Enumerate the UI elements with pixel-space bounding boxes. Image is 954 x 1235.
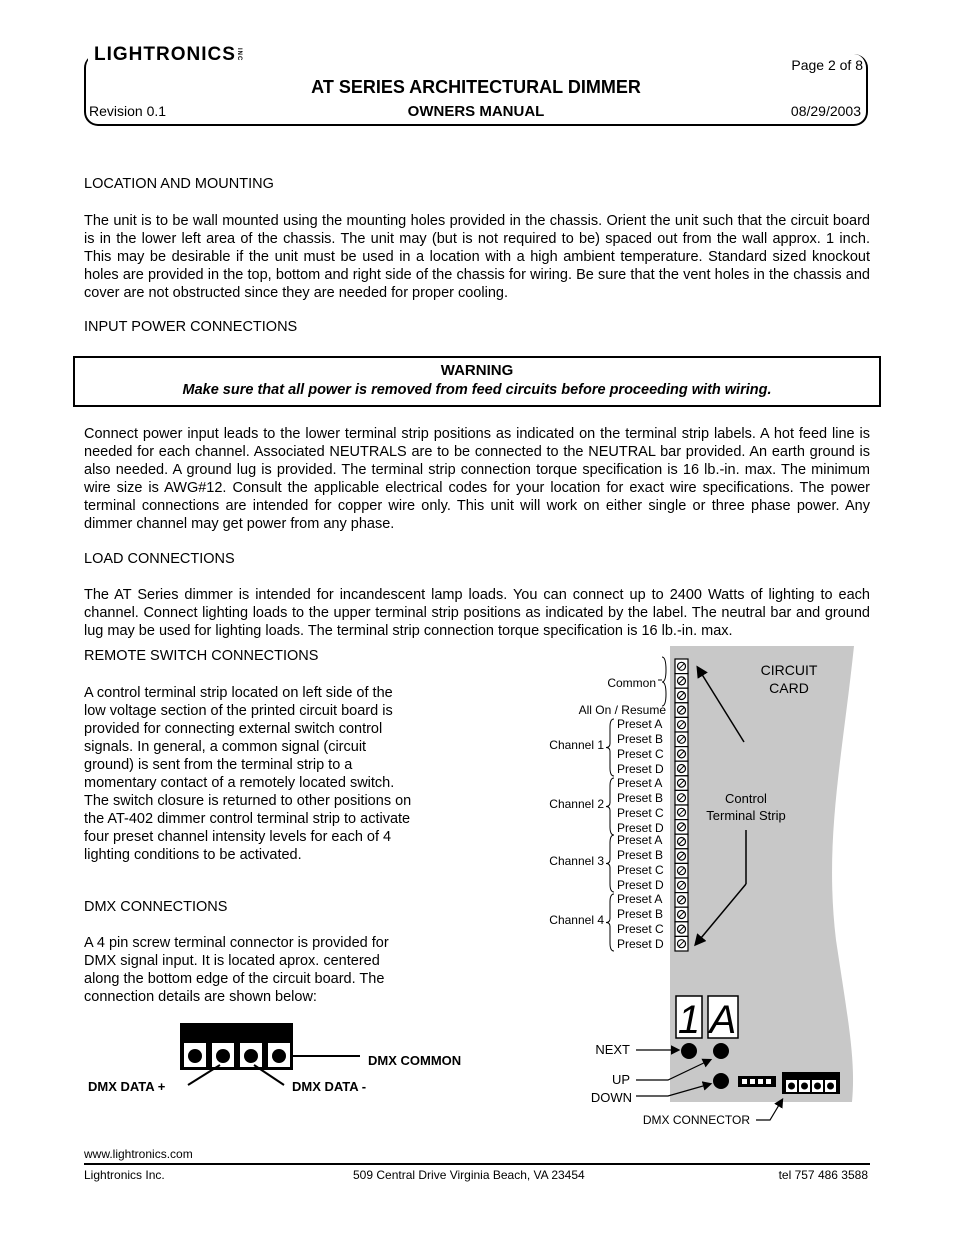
small-connector-pin-3 xyxy=(758,1079,763,1084)
dmx-connector-label: DMX CONNECTOR xyxy=(642,1113,750,1127)
dmx-paragraph: A 4 pin screw terminal connector is provided for DMX signal input. It is located aprox. centered along the bottom edge of the circuit board. The connection details are shown below: xyxy=(84,935,389,1005)
up-label: UP xyxy=(611,1072,630,1087)
footer-url[interactable]: www.lightronics.com xyxy=(84,1147,193,1161)
preset-label: Preset A xyxy=(617,833,663,847)
dmx-board-pin-4 xyxy=(827,1083,834,1090)
company-logo xyxy=(88,44,248,66)
footer-company: Lightronics Inc. xyxy=(84,1168,165,1182)
dmx-connector-arrow xyxy=(756,1100,782,1120)
dmx-pin-1 xyxy=(188,1049,202,1063)
preset-label: Preset D xyxy=(617,878,664,892)
terminal-strip-label-1: Control xyxy=(725,791,767,806)
footer-address: 509 Central Drive Virginia Beach, VA 23454 xyxy=(353,1168,585,1182)
channel-label: Channel 3 xyxy=(549,854,604,868)
circuit-card-label-2: CARD xyxy=(769,680,809,696)
preset-label: Preset B xyxy=(617,791,664,805)
common-brace xyxy=(658,657,666,706)
load-heading: LOAD CONNECTIONS xyxy=(84,551,235,567)
footer-divider xyxy=(84,1163,870,1165)
dmx-connector-diagram xyxy=(84,1015,504,1105)
channel-brace xyxy=(606,778,614,835)
circuit-card-diagram xyxy=(540,640,870,1140)
preset-label: Preset B xyxy=(617,907,664,921)
dmx-pin-3 xyxy=(244,1049,258,1063)
dmx-heading: DMX CONNECTIONS xyxy=(84,899,228,915)
preset-label: Preset D xyxy=(617,937,664,951)
all-on-label: All On / Resume xyxy=(578,703,666,717)
remote-heading: REMOTE SWITCH CONNECTIONS xyxy=(84,648,319,664)
location-paragraph: The unit is to be wall mounted using the mounting holes provided in the chassis. Orient the unit such that the circuit board is in the lower left area of the chassis. The unit may (but is not required to be) spaced out from the wall approx. 1 inch. This may be desirable if the unit must be used in a location with a high ambient temperature. Standard sized knockout holes are provided in the top, bottom and right side of the chassis for wiring. Be sure that the vent holes in the chassis and cover are not obstructed since they are needed for proper cooling. xyxy=(84,213,870,301)
dmx-board-pin-1 xyxy=(788,1083,795,1090)
control-terminal-strip xyxy=(675,659,688,951)
dmx-board-pin-2 xyxy=(801,1083,808,1090)
document-subtitle: OWNERS MANUAL xyxy=(407,103,545,120)
next-label: NEXT xyxy=(595,1042,630,1057)
channel-brace xyxy=(606,835,614,892)
channel-groups xyxy=(549,717,664,951)
input-power-paragraph: Connect power input leads to the lower terminal strip positions as indicated on the terminal strip labels. A hot feed line is needed for each channel. Associated NEUTRALS are to be connected to the NEUTRAL bar provided. An earth ground is also needed. A ground lug is provided. The terminal strip connection torque specification is 16 lb.-in. max. The minimum wire size is AWG#12. Consult the applicable electrical codes for your location for exact wire specifications. The power terminal connections are intended for copper wire only. This unit will work on either single or three phase power. Any dimmer channel may get power from any phase. xyxy=(84,426,870,532)
preset-label: Preset A xyxy=(617,776,663,790)
small-connector-pin-4 xyxy=(766,1079,771,1084)
display-char-1: 1 xyxy=(677,998,701,1042)
channel-label: Channel 4 xyxy=(549,913,604,927)
warning-box xyxy=(73,356,881,407)
warning-title: WARNING xyxy=(440,362,514,379)
circuit-card-label-1: CIRCUIT xyxy=(760,662,818,678)
footer-phone: tel 757 486 3588 xyxy=(778,1168,868,1182)
revision: Revision 0.1 xyxy=(89,103,167,119)
page-number: Page 2 of 8 xyxy=(791,57,863,73)
warning-text: Make sure that all power is removed from feed circuits before proceeding with wiring. xyxy=(182,382,772,398)
preset-label: Preset C xyxy=(617,806,664,820)
dmx-data-minus-label: DMX DATA - xyxy=(292,1079,367,1094)
channel-brace xyxy=(606,894,614,951)
preset-label: Preset B xyxy=(617,848,664,862)
preset-label: Preset A xyxy=(617,892,663,906)
small-connector-pin-1 xyxy=(742,1079,747,1084)
down-button[interactable] xyxy=(713,1073,729,1089)
logo-inc: INC xyxy=(235,48,242,62)
preset-label: Preset C xyxy=(617,863,664,877)
dmx-data-plus-label: DMX DATA + xyxy=(88,1079,166,1094)
input-power-heading: INPUT POWER CONNECTIONS xyxy=(84,319,298,335)
dmx-board-pin-3 xyxy=(814,1083,821,1090)
up-button[interactable] xyxy=(713,1043,729,1059)
dmx-pin-2 xyxy=(216,1049,230,1063)
channel-label: Channel 1 xyxy=(549,738,604,752)
channel-brace xyxy=(606,719,614,776)
load-paragraph: The AT Series dimmer is intended for incandescent lamp loads. You can connect up to 2400 Watts of lighting to each channel. Connect lighting loads to the upper terminal strip positions as indicated by the label. The neutral bar and ground lug may be used for lighting loads. The terminal strip connection torque specification is 16 lb.-in. max. xyxy=(84,587,870,639)
dmx-common-label: DMX COMMON xyxy=(368,1053,462,1068)
logo-text: LIGHTRONICS xyxy=(94,44,236,65)
channel-label: Channel 2 xyxy=(549,797,604,811)
down-label: DOWN xyxy=(590,1090,632,1105)
common-label: Common xyxy=(607,676,656,690)
preset-label: Preset B xyxy=(617,732,664,746)
document-date: 08/29/2003 xyxy=(790,103,861,119)
small-connector-pin-2 xyxy=(750,1079,755,1084)
preset-label: Preset A xyxy=(617,717,663,731)
next-button[interactable] xyxy=(681,1043,697,1059)
document-title: AT SERIES ARCHITECTURAL DIMMER xyxy=(311,77,641,97)
display-char-2: A xyxy=(709,998,737,1042)
terminal-strip-label-2: Terminal Strip xyxy=(706,808,786,823)
location-heading: LOCATION AND MOUNTING xyxy=(84,176,274,192)
preset-label: Preset C xyxy=(617,747,664,761)
preset-label: Preset C xyxy=(617,922,664,936)
preset-label: Preset D xyxy=(617,762,664,776)
preset-label: Preset D xyxy=(617,821,664,835)
dmx-pin-4 xyxy=(272,1049,286,1063)
remote-paragraph: A control terminal strip located on left side of the low voltage section of the printed circuit board is provided for connecting external switch control signals. In general, a common signal (circuit ground) is sent from the terminal strip to a momentary contact of a remotely located switch. The switch closure is returned to other positions on the AT-402 dimmer control terminal strip to activate four preset channel intensity levels for each of 4 lighting conditions to be activated. xyxy=(84,685,412,863)
